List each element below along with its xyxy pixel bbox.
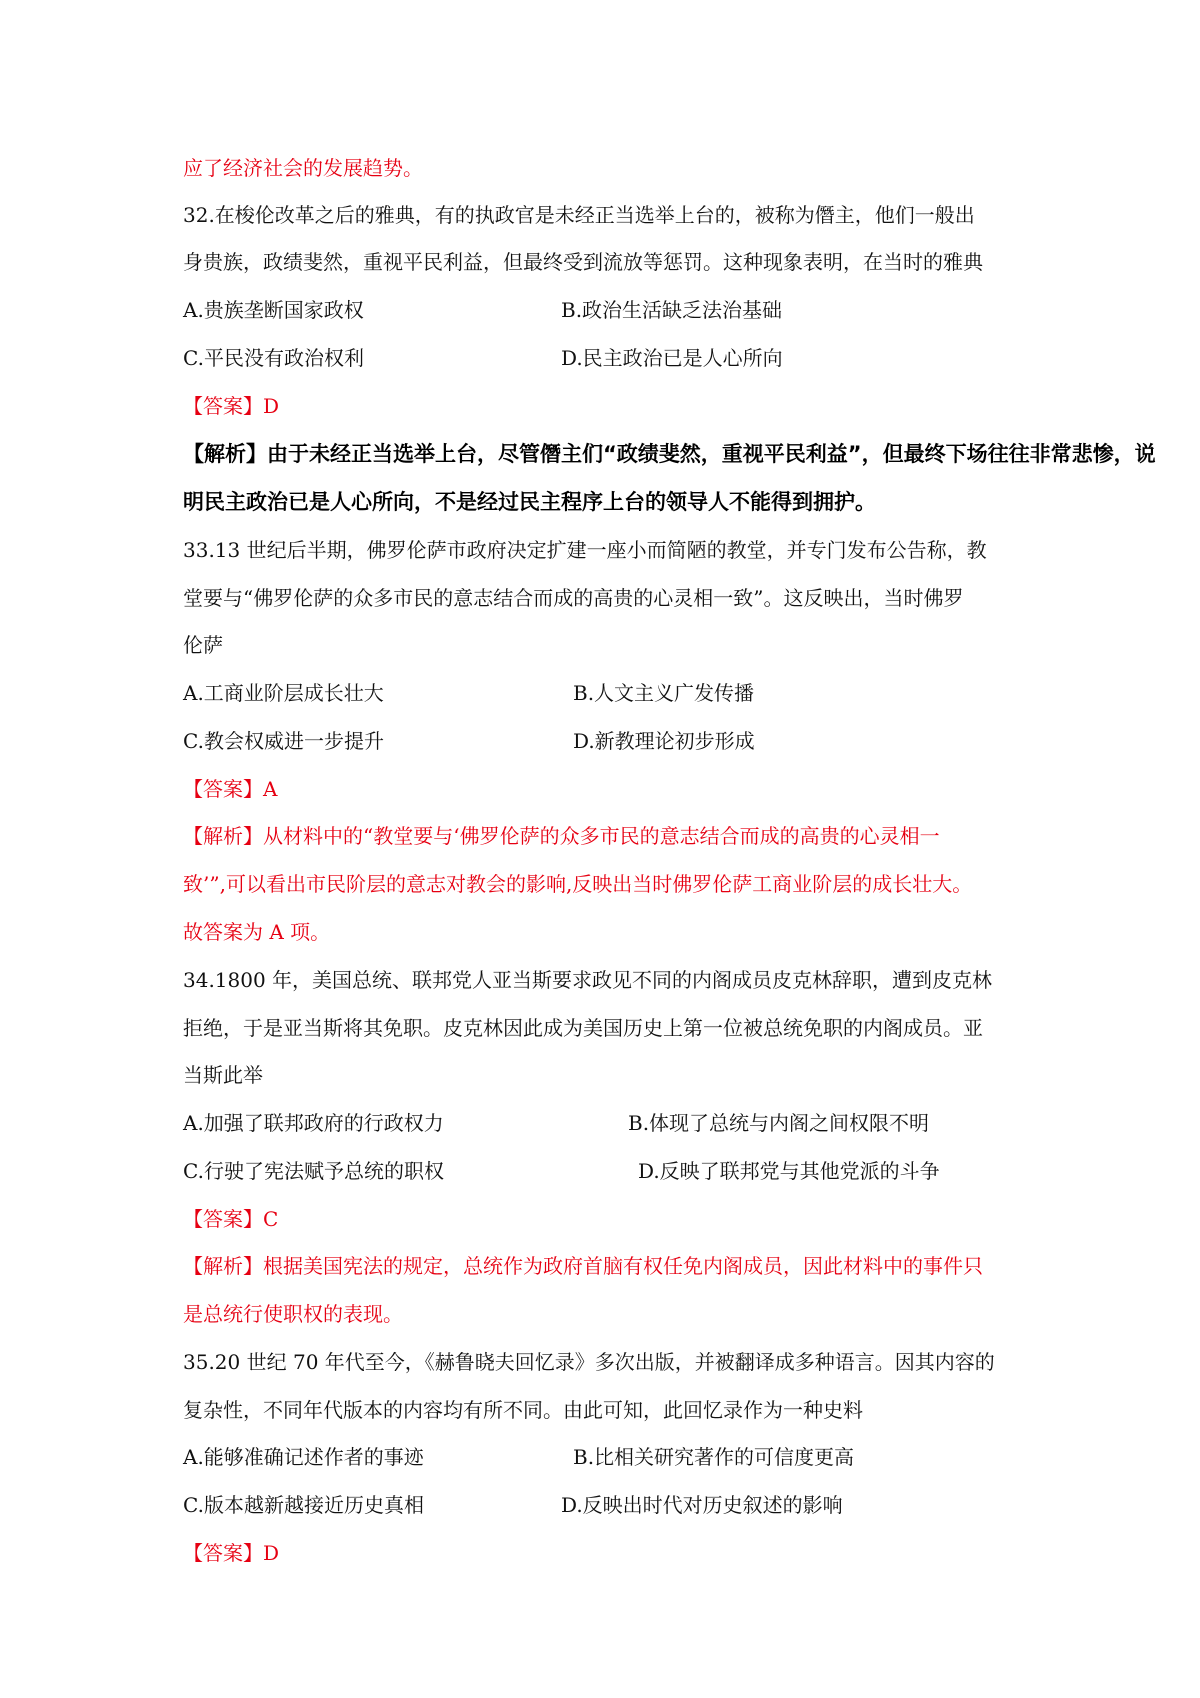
q32-option-b: B.政治生活缺乏法治基础 (561, 298, 783, 322)
q33-option-a: A.工商业阶层成长壮大 (183, 681, 384, 705)
q34-option-d: D.反映了联邦党与其他党派的斗争 (638, 1159, 940, 1183)
previous-analysis-end: 应了经济社会的发展趋势。 (183, 156, 423, 180)
q33-analysis-line3: 故答案为 A 项。 (183, 920, 331, 944)
q33-stem-line1: 33.13 世纪后半期，佛罗伦萨市政府决定扩建一座小而简陋的教堂，并专门发布公告称，教 (183, 538, 987, 562)
q33-option-d: D.新教理论初步形成 (573, 729, 755, 753)
q34-analysis-line1: 【解析】根据美国宪法的规定，总统作为政府首脑有权任免内阁成员，因此材料中的事件只 (183, 1254, 983, 1278)
answer-value: D (263, 1541, 280, 1565)
q33-stem-line2: 堂要与“佛罗伦萨的众多市民的意志结合而成的高贵的心灵相一致”。这反映出，当时佛罗 (183, 586, 964, 610)
q32-analysis-line2: 明民主政治已是人心所向，不是经过民主程序上台的领导人不能得到拥护。 (183, 490, 876, 514)
q33-option-c: C.教会权威进一步提升 (183, 729, 384, 753)
q34-analysis-line2: 是总统行使职权的表现。 (183, 1302, 403, 1326)
q35-stem-line2: 复杂性，不同年代版本的内容均有所不同。由此可知，此回忆录作为一种史料 (183, 1398, 863, 1422)
answer-tag: 【答案】 (183, 1207, 263, 1231)
q33-analysis-line1: 【解析】从材料中的“教堂要与‘佛罗伦萨的众多市民的意志结合而成的高贵的心灵相一 (183, 824, 940, 848)
q32-analysis-line1: 【解析】由于未经正当选举上台，尽管僭主们“政绩斐然，重视平民利益”，但最终下场往往非常悲惨，说 (183, 442, 1156, 466)
q34-stem-line1: 34.1800 年，美国总统、联邦党人亚当斯要求政见不同的内阁成员皮克林辞职，遭到皮克林 (183, 968, 993, 992)
q34-stem-line2: 拒绝，于是亚当斯将其免职。皮克林因此成为美国历史上第一位被总统免职的内阁成员。亚 (183, 1016, 983, 1040)
answer-tag: 【答案】 (183, 1541, 263, 1565)
q34-option-b: B.体现了总统与内阁之间权限不明 (628, 1111, 930, 1135)
q34-option-a: A.加强了联邦政府的行政权力 (183, 1111, 444, 1135)
q35-option-a: A.能够准确记述作者的事迹 (183, 1445, 424, 1469)
q32-answer (183, 392, 279, 420)
q32-option-c: C.平民没有政治权利 (183, 346, 364, 370)
answer-value: D (263, 394, 280, 418)
q32-stem-line1: 32.在梭伦改革之后的雅典，有的执政官是未经正当选举上台的，被称为僭主，他们一般出 (183, 203, 975, 227)
q35-option-b: B.比相关研究著作的可信度更高 (573, 1445, 855, 1469)
answer-tag: 【答案】 (183, 394, 263, 418)
q34-option-c: C.行驶了宪法赋予总统的职权 (183, 1159, 444, 1183)
q32-option-a: A.贵族垄断国家政权 (183, 298, 364, 322)
q33-stem-line3: 伦萨 (183, 633, 223, 657)
q34-stem-line3: 当斯此举 (183, 1063, 263, 1087)
q34-answer (183, 1205, 278, 1233)
q33-analysis-line2: 致’”,可以看出市民阶层的意志对教会的影响,反映出当时佛罗伦萨工商业阶层的成长壮大。 (183, 872, 973, 896)
answer-value: C (263, 1207, 279, 1231)
q35-option-d: D.反映出时代对历史叙述的影响 (561, 1493, 843, 1517)
q35-answer (183, 1539, 279, 1567)
q32-stem-line2: 身贵族，政绩斐然，重视平民利益，但最终受到流放等惩罚。这种现象表明，在当时的雅典 (183, 250, 983, 274)
q32-option-d: D.民主政治已是人心所向 (561, 346, 783, 370)
q35-stem-line1: 35.20 世纪 70 年代至今，《赫鲁晓夫回忆录》多次出版，并被翻译成多种语言。因其内容的 (183, 1350, 995, 1374)
q33-answer (183, 775, 277, 803)
answer-tag: 【答案】 (183, 777, 263, 801)
q33-option-b: B.人文主义广发传播 (573, 681, 755, 705)
answer-value: A (263, 777, 278, 801)
q35-option-c: C.版本越新越接近历史真相 (183, 1493, 424, 1517)
